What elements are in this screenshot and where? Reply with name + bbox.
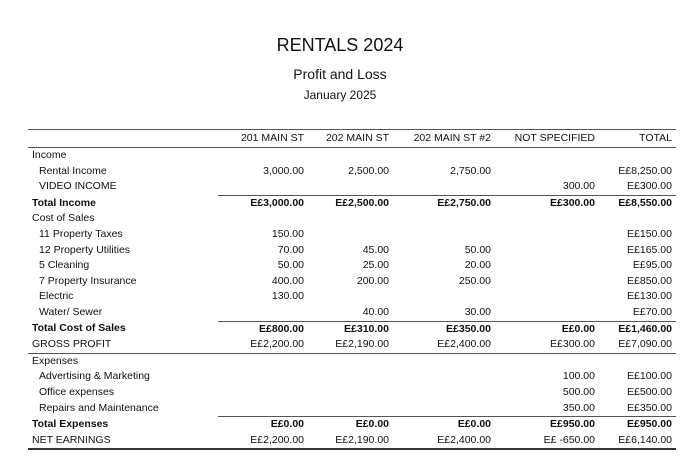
- item-row: [28, 227, 676, 243]
- cell-202-main-st: [308, 369, 393, 385]
- cell-202-main-st-2[interactable]: 2,750.00: [450, 164, 491, 177]
- cell-total[interactable]: E£8,250.00: [618, 164, 672, 177]
- cell-total[interactable]: E£350.00: [627, 401, 672, 414]
- cell-not-specified[interactable]: 100.00: [562, 370, 595, 383]
- cell-202-main-st-2[interactable]: 50.00: [464, 243, 491, 256]
- cell-not-specified: [495, 164, 599, 180]
- row-label[interactable]: Repairs and Maintenance: [39, 401, 159, 414]
- column-header-total[interactable]: TOTAL: [599, 130, 676, 148]
- cell-202-main-st: [308, 148, 393, 164]
- report-title: RENTALS 2024: [276, 35, 404, 55]
- section-row: [28, 148, 676, 164]
- cell-202-main-st-2: [393, 211, 495, 227]
- cell-201-main-st: [218, 369, 308, 385]
- row-label[interactable]: Office expenses: [39, 385, 115, 398]
- item-row: [28, 289, 676, 305]
- item-row: [28, 401, 676, 417]
- cell-202-main-st[interactable]: 200.00: [356, 274, 389, 287]
- item-row: [28, 369, 676, 385]
- cell-not-specified[interactable]: 500.00: [562, 385, 595, 398]
- row-label[interactable]: 12 Property Utilities: [39, 243, 131, 256]
- cell-not-specified: [495, 211, 599, 227]
- cell-total[interactable]: E£500.00: [627, 385, 672, 398]
- row-label[interactable]: 5 Cleaning: [39, 259, 90, 272]
- item-row: [28, 385, 676, 401]
- cell-not-specified: [495, 243, 599, 259]
- cell-total[interactable]: E£8,550.00: [599, 195, 676, 211]
- cell-202-main-st-2: [393, 401, 495, 417]
- cell-not-specified[interactable]: E£ -650.00: [495, 433, 599, 450]
- cell-202-main-st: [308, 353, 393, 369]
- cell-201-main-st[interactable]: E£3,000.00: [218, 195, 308, 211]
- cell-202-main-st-2[interactable]: 30.00: [464, 305, 491, 318]
- cell-202-main-st: [308, 227, 393, 243]
- column-header-202-main-st-2[interactable]: 202 MAIN ST #2: [393, 130, 495, 148]
- cell-total[interactable]: E£850.00: [627, 274, 672, 287]
- cell-total[interactable]: E£6,140.00: [599, 433, 676, 450]
- row-label[interactable]: Rental Income: [39, 164, 107, 177]
- cell-total[interactable]: E£7,090.00: [599, 337, 676, 353]
- cell-total: [599, 148, 676, 164]
- cell-total: [599, 353, 676, 369]
- cell-total[interactable]: E£95.00: [632, 259, 672, 272]
- cell-201-main-st[interactable]: 3,000.00: [263, 164, 304, 177]
- cell-total: [599, 211, 676, 227]
- row-label[interactable]: 7 Property Insurance: [39, 274, 137, 287]
- cell-202-main-st-2[interactable]: E£350.00: [393, 321, 495, 337]
- cell-202-main-st[interactable]: E£0.00: [308, 417, 393, 433]
- row-label[interactable]: VIDEO INCOME: [39, 180, 117, 193]
- row-label[interactable]: Electric: [39, 290, 74, 303]
- cell-202-main-st-2: [393, 353, 495, 369]
- row-label: Total Expenses: [32, 417, 109, 430]
- row-label: Expenses: [32, 354, 79, 367]
- cell-not-specified: [495, 258, 599, 274]
- item-row: [28, 243, 676, 259]
- row-label[interactable]: Water/ Sewer: [39, 306, 103, 319]
- cell-202-main-st[interactable]: 45.00: [362, 243, 389, 256]
- cell-201-main-st[interactable]: E£2,200.00: [218, 337, 308, 353]
- cell-total[interactable]: E£1,460.00: [599, 321, 676, 337]
- cell-not-specified: [495, 289, 599, 305]
- section-row: [28, 353, 676, 369]
- cell-201-main-st[interactable]: 70.00: [277, 243, 304, 256]
- cell-201-main-st[interactable]: 130.00: [271, 290, 304, 303]
- cell-not-specified[interactable]: E£950.00: [495, 417, 599, 433]
- cell-202-main-st[interactable]: E£2,190.00: [308, 433, 393, 450]
- cell-202-main-st-2: [393, 369, 495, 385]
- total-row: [28, 417, 676, 433]
- cell-201-main-st[interactable]: 150.00: [271, 227, 304, 240]
- cell-202-main-st: [308, 289, 393, 305]
- item-row: [28, 164, 676, 180]
- cell-202-main-st-2[interactable]: E£0.00: [393, 417, 495, 433]
- cell-202-main-st: [308, 179, 393, 195]
- row-label[interactable]: Advertising & Marketing: [39, 370, 150, 383]
- cell-total[interactable]: E£70.00: [632, 305, 672, 318]
- section-row: [28, 211, 676, 227]
- net-row: [28, 433, 676, 450]
- cell-202-main-st-2[interactable]: E£2,400.00: [393, 337, 495, 353]
- row-label: Cost of Sales: [32, 212, 95, 225]
- row-label: Income: [32, 149, 67, 161]
- cell-202-main-st: [308, 401, 393, 417]
- row-label: Total Cost of Sales: [32, 322, 126, 335]
- cell-202-main-st-2: [393, 148, 495, 164]
- cell-202-main-st-2[interactable]: E£2,400.00: [393, 433, 495, 450]
- column-header-201-main-st[interactable]: 201 MAIN ST: [218, 130, 308, 148]
- cell-not-specified: [495, 227, 599, 243]
- profit-loss-table: [28, 129, 676, 450]
- item-row: [28, 305, 676, 321]
- cell-202-main-st-2: [393, 385, 495, 401]
- cell-202-main-st[interactable]: 25.00: [362, 259, 389, 272]
- report-subtitle: Profit and Loss: [293, 66, 387, 82]
- report-period: January 2025: [303, 88, 377, 102]
- cell-202-main-st-2[interactable]: 20.00: [464, 259, 491, 272]
- cell-201-main-st[interactable]: E£800.00: [218, 321, 308, 337]
- column-header-row: [28, 130, 676, 148]
- cell-202-main-st[interactable]: E£2,500.00: [308, 195, 393, 211]
- cell-total[interactable]: E£300.00: [627, 180, 672, 193]
- cell-not-specified[interactable]: E£300.00: [495, 337, 599, 353]
- column-header-not-specified[interactable]: NOT SPECIFIED: [495, 130, 599, 148]
- cell-202-main-st[interactable]: E£2,190.00: [308, 337, 393, 353]
- cell-201-main-st: [218, 353, 308, 369]
- cell-not-specified: [495, 305, 599, 321]
- cell-202-main-st-2: [393, 227, 495, 243]
- total-row: [28, 195, 676, 211]
- cell-202-main-st[interactable]: 2,500.00: [348, 164, 389, 177]
- cell-201-main-st[interactable]: E£0.00: [218, 417, 308, 433]
- cell-not-specified[interactable]: E£300.00: [495, 195, 599, 211]
- cell-not-specified[interactable]: 300.00: [562, 180, 595, 193]
- cell-total[interactable]: E£100.00: [627, 370, 672, 383]
- row-label[interactable]: 11 Property Taxes: [39, 227, 123, 240]
- cell-not-specified: [495, 148, 599, 164]
- cell-total[interactable]: E£150.00: [627, 227, 672, 240]
- cell-not-specified[interactable]: 350.00: [562, 401, 595, 414]
- cell-total[interactable]: E£130.00: [627, 290, 672, 303]
- cell-202-main-st-2: [393, 289, 495, 305]
- cell-201-main-st: [218, 179, 308, 195]
- cell-202-main-st: [308, 385, 393, 401]
- cell-201-main-st: [218, 211, 308, 227]
- row-label: Total Income: [32, 196, 96, 209]
- cell-201-main-st: [218, 385, 308, 401]
- cell-201-main-st: [218, 305, 308, 321]
- cell-not-specified[interactable]: E£0.00: [495, 321, 599, 337]
- cell-total[interactable]: E£165.00: [627, 243, 672, 256]
- column-header-label: [28, 130, 218, 148]
- cell-201-main-st[interactable]: 50.00: [277, 259, 304, 272]
- cell-202-main-st-2[interactable]: 250.00: [458, 274, 491, 287]
- cell-not-specified: [495, 274, 599, 290]
- cell-202-main-st-2: [393, 179, 495, 195]
- item-row: [28, 258, 676, 274]
- column-header-202-main-st[interactable]: 202 MAIN ST: [308, 130, 393, 148]
- cell-202-main-st: [308, 211, 393, 227]
- cell-202-main-st[interactable]: E£310.00: [308, 321, 393, 337]
- cell-202-main-st[interactable]: 40.00: [362, 305, 389, 318]
- row-label: NET EARNINGS: [28, 433, 218, 450]
- item-row: [28, 274, 676, 290]
- gross-row: [28, 337, 676, 353]
- item-row: [28, 179, 676, 195]
- cell-not-specified: [495, 353, 599, 369]
- cell-201-main-st: [218, 401, 308, 417]
- cell-201-main-st[interactable]: 400.00: [271, 274, 304, 287]
- cell-201-main-st[interactable]: E£2,200.00: [218, 433, 308, 450]
- row-label: GROSS PROFIT: [28, 337, 218, 353]
- total-row: [28, 321, 676, 337]
- cell-201-main-st: [218, 148, 308, 164]
- cell-total[interactable]: E£950.00: [599, 417, 676, 433]
- cell-202-main-st-2[interactable]: E£2,750.00: [393, 195, 495, 211]
